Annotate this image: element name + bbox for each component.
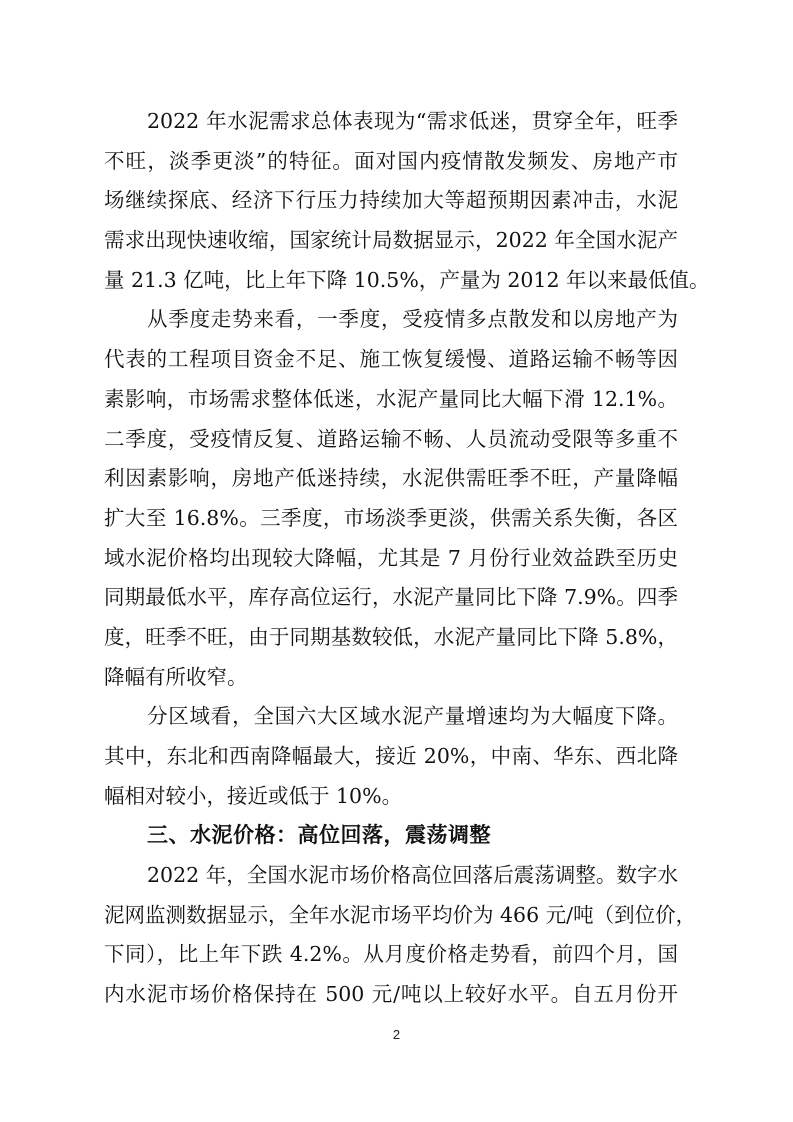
text-line: 需求出现快速收缩，国家统计局数据显示，2022 年全国水泥产 (104, 228, 678, 253)
section-heading-cement-price (104, 816, 678, 856)
text-line: 不旺，淡季更淡”的特征。面对国内疫情散发频发、房地产市 (104, 148, 678, 173)
text-line: 泥网监测数据显示，全年水泥市场平均价为 466 元/吨（到位价， (104, 902, 697, 927)
text-line: 2022 年水泥需求总体表现为“需求低迷，贯穿全年，旺季 (147, 109, 678, 133)
text-line: 扩大至 16.8%。三季度，市场淡季更淡，供需关系失衡，各区 (104, 505, 678, 530)
text-line: 利因素影响，房地产低迷持续，水泥供需旺季不旺，产量降幅 (104, 466, 678, 491)
text-line: 场继续探底、经济下行压力持续加大等超预期因素冲击，水泥 (104, 188, 678, 213)
text-line: 度，旺季不旺，由于同期基数较低，水泥产量同比下降 5.8%， (104, 624, 678, 649)
text-line: 量 21.3 亿吨，比上年下降 10.5%，产量为 2012 年以来最低值。 (104, 267, 710, 292)
text-line: 幅相对较小，接近或低于 10%。 (104, 783, 403, 808)
text-line: 内水泥市场价格保持在 500 元/吨以上较好水平。自五月份开 (104, 982, 678, 1007)
text-line: 素影响，市场需求整体低迷，水泥产量同比大幅下滑 12.1%。 (104, 386, 678, 411)
text-line: 同期最低水平，库存高位运行，水泥产量同比下降 7.9%。四季 (104, 585, 678, 610)
text-line: 分区域看，全国六大区域水泥产量增速均为大幅度下降。 (147, 704, 678, 729)
text-line: 从季度走势来看，一季度，受疫情多点散发和以房地产为 (147, 307, 678, 332)
text-line: 下同），比上年下跌 4.2%。从月度价格走势看，前四个月，国 (104, 942, 678, 967)
text-line: 降幅有所收窄。 (104, 664, 248, 689)
document-body (104, 102, 710, 1015)
section-heading: 三、水泥价格：高位回落，震荡调整 (147, 823, 491, 848)
text-line: 域水泥价格均出现较大降幅，尤其是 7 月份行业效益跌至历史 (104, 545, 678, 570)
page-number: 2 (392, 1027, 401, 1042)
paragraph-regional (104, 697, 678, 816)
text-line: 代表的工程项目资金不足、施工恢复缓慢、道路运输不畅等因 (104, 347, 678, 372)
paragraph-demand-overview (104, 102, 710, 300)
text-line: 其中，东北和西南降幅最大，接近 20%，中南、华东、西北降 (104, 744, 678, 768)
text-line: 二季度，受疫情反复、道路运输不畅、人员流动受限等多重不 (104, 426, 678, 451)
paragraph-quarterly-trend (104, 300, 678, 697)
paragraph-price (104, 856, 697, 1015)
text-line: 2022 年，全国水泥市场价格高位回落后震荡调整。数字水 (147, 863, 678, 888)
